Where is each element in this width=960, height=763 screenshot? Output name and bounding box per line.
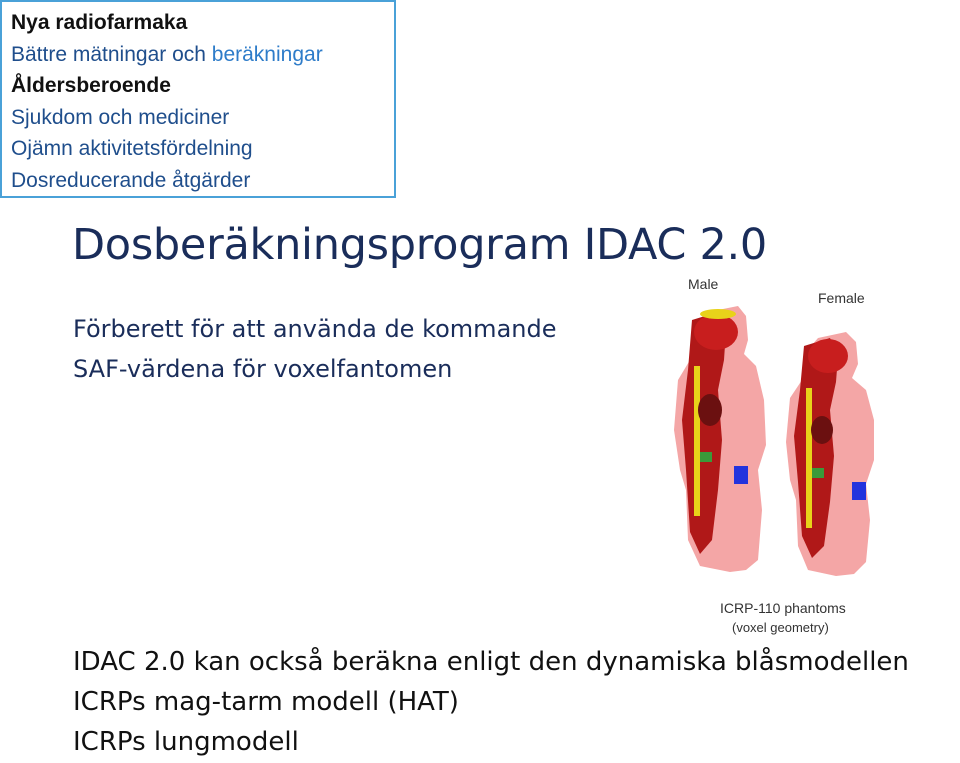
figure-caption-line1: ICRP-110 phantoms [720,600,846,616]
topic-box [0,0,396,198]
phantom-figure [660,270,960,638]
topic-item-measurements-part1: Bättre mätningar och [11,42,212,66]
male-crown [700,309,736,319]
male-label: Male [688,276,719,292]
topic-item-measurements-part2: beräkningar [211,42,323,66]
topic-item-activity: Ojämn aktivitetsfördelning [11,137,253,161]
female-label: Female [818,290,865,306]
topic-item-age: Åldersberoende [11,74,171,98]
female-phantom [786,332,874,576]
body-line-1: Förberett för att använda de kommande [73,315,557,343]
male-spine [694,366,700,516]
bottom-line-hat: ICRPs mag-tarm modell (HAT) [73,687,459,717]
male-phantom [674,306,766,572]
body-line-2: SAF-värdena för voxelfantomen [73,355,453,383]
female-spine [806,388,812,528]
phantom-illustration [660,270,960,600]
bottom-list [73,642,909,762]
female-marker [852,482,866,500]
female-brain [808,339,848,373]
bottom-line-bladder: IDAC 2.0 kan också beräkna enligt den dynamiska blåsmodellen [73,647,909,677]
female-heart [811,416,833,444]
male-marker [734,466,748,484]
male-organ-green [700,452,712,462]
topic-item-measurements [11,39,394,71]
topic-item-disease: Sjukdom och mediciner [11,105,230,129]
figure-caption-line2: (voxel geometry) [732,620,829,635]
slide-title: Dosberäkningsprogram IDAC 2.0 [72,220,767,270]
male-brain [694,314,738,350]
female-organ-green [812,468,824,478]
bottom-line-lung: ICRPs lungmodell [73,727,299,757]
slide-body [73,309,556,389]
male-heart [698,394,722,426]
topic-item-dose-reduction: Dosreducerande åtgärder [11,168,251,192]
topic-item-radiopharma: Nya radiofarmaka [11,11,188,34]
